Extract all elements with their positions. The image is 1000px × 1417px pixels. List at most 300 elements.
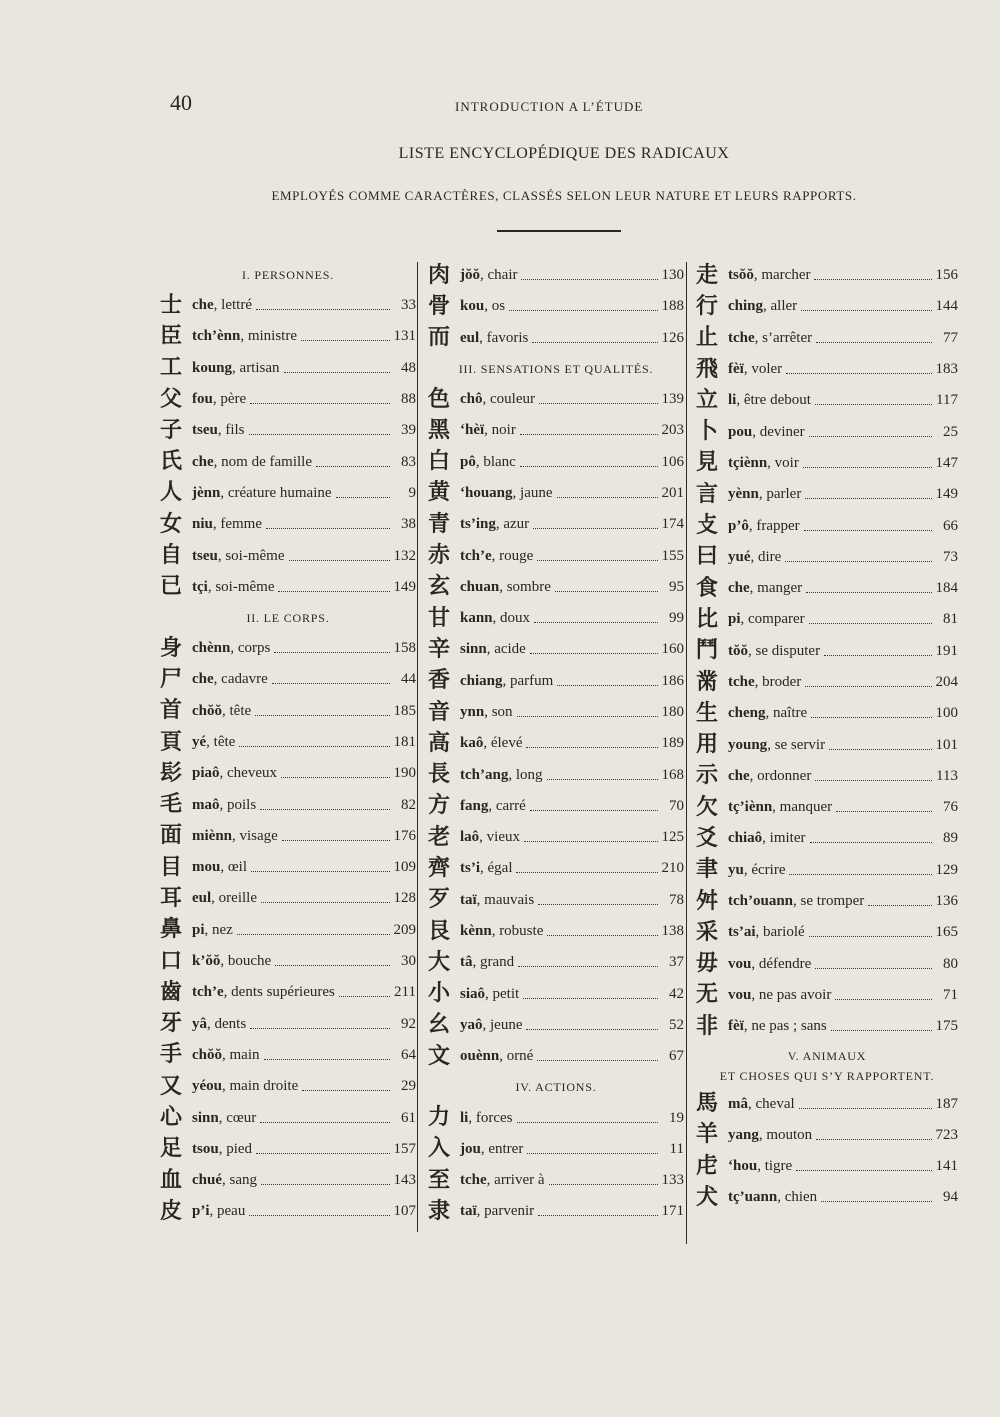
- dot-leader: [281, 777, 390, 778]
- separator: ,: [491, 547, 500, 564]
- radical-number: 183: [935, 361, 958, 378]
- dot-leader: [261, 1184, 390, 1185]
- romanization: taï: [460, 1203, 477, 1220]
- radical-entry: [160, 696, 416, 727]
- separator: ,: [211, 890, 219, 907]
- section-heading-text-line2: ET CHOSES QUI S’Y RAPPORTENT.: [719, 1069, 935, 1084]
- radical-entry: [428, 291, 684, 322]
- radical-character: 赤: [428, 543, 451, 569]
- radical-entry: [160, 572, 416, 603]
- radical-entry: [160, 478, 416, 509]
- radical-number: 107: [393, 1203, 416, 1220]
- radical-character: 至: [428, 1167, 451, 1193]
- romanization: che: [192, 671, 214, 688]
- radical-character: 口: [160, 948, 183, 974]
- separator: ,: [748, 1095, 756, 1112]
- radical-number: 42: [669, 985, 684, 1002]
- romanization: pô: [460, 453, 476, 470]
- separator: ,: [748, 517, 757, 534]
- radical-entry: [160, 1196, 416, 1227]
- french-gloss: os: [491, 298, 506, 315]
- dot-leader: [538, 904, 658, 905]
- romanization: taï: [460, 891, 477, 908]
- radical-character: 无: [696, 982, 719, 1008]
- radical-number: 190: [393, 765, 416, 782]
- radical-character: 力: [428, 1105, 451, 1131]
- french-gloss: manger: [757, 580, 803, 597]
- dot-leader: [266, 528, 390, 529]
- dot-leader: [533, 528, 657, 529]
- radical-number: 149: [393, 578, 416, 595]
- radical-number: 61: [401, 1109, 416, 1126]
- radical-character: 氏: [160, 449, 183, 475]
- dot-leader: [282, 840, 390, 841]
- radical-number: 109: [393, 859, 416, 876]
- romanization: tç’uann: [728, 1189, 778, 1206]
- radical-number: 106: [661, 453, 684, 470]
- radical-entry: [428, 1165, 684, 1196]
- radical-character: 臣: [160, 323, 183, 349]
- radical-entry: [160, 353, 416, 384]
- separator: ,: [749, 767, 758, 784]
- french-gloss: ordonner: [757, 767, 812, 784]
- french-gloss: poils: [227, 796, 257, 813]
- radical-number: 130: [661, 267, 684, 284]
- dot-leader: [251, 871, 389, 872]
- dot-leader: [789, 874, 931, 875]
- dot-leader: [274, 652, 389, 653]
- separator: ,: [765, 705, 773, 722]
- french-gloss: jeune: [490, 1016, 523, 1033]
- dot-leader: [255, 715, 389, 716]
- radical-character: 欠: [696, 794, 719, 820]
- radical-character: 聿: [696, 857, 719, 883]
- separator: ,: [753, 267, 762, 284]
- radical-character: 手: [160, 1042, 183, 1068]
- dot-leader: [524, 841, 658, 842]
- dot-leader: [555, 591, 658, 592]
- radical-entry: [428, 728, 684, 759]
- separator: ,: [213, 671, 222, 688]
- dot-leader: [517, 1122, 659, 1123]
- dot-leader: [803, 467, 932, 468]
- romanization: ynn: [460, 704, 485, 720]
- dot-leader: [547, 779, 658, 780]
- radical-entry: [696, 323, 958, 354]
- radical-number: 204: [935, 674, 958, 690]
- french-gloss: se tromper: [800, 893, 865, 910]
- radical-number: 99: [669, 610, 684, 627]
- radical-character: 爻: [696, 825, 719, 851]
- column-2: [428, 260, 684, 1228]
- radical-number: 187: [935, 1095, 958, 1112]
- romanization: tch’e: [460, 547, 492, 564]
- separator: ,: [754, 329, 763, 346]
- french-gloss: cadavre: [221, 671, 268, 688]
- romanization: jŏŏ: [460, 267, 480, 284]
- radical-number: 155: [661, 547, 684, 564]
- radical-character: 玄: [428, 574, 451, 600]
- radical-character: 首: [160, 698, 183, 724]
- radical-number: 29: [401, 1078, 416, 1095]
- french-gloss: long: [515, 766, 543, 783]
- section-heading: [160, 260, 416, 290]
- radical-character: 文: [428, 1043, 451, 1069]
- separator: ,: [468, 1109, 476, 1126]
- radical-entry: [160, 1071, 416, 1102]
- radical-entry: [160, 1040, 416, 1071]
- french-gloss: tigre: [764, 1158, 793, 1175]
- radical-character: 齒: [160, 979, 183, 1005]
- french-gloss: favoris: [486, 329, 529, 346]
- radical-character: 毋: [696, 951, 719, 977]
- radical-entry: [696, 698, 958, 729]
- romanization: chŏŏ: [192, 702, 222, 719]
- separator: ,: [740, 611, 749, 628]
- radical-character: 鼻: [160, 917, 183, 943]
- radical-number: 125: [661, 829, 684, 846]
- dot-leader: [516, 872, 657, 873]
- radical-character: 骨: [428, 293, 451, 319]
- radical-entry: [428, 822, 684, 853]
- romanization: che: [192, 453, 214, 470]
- radical-entry: [160, 852, 416, 883]
- radical-entry: [160, 664, 416, 695]
- separator: ,: [219, 796, 227, 813]
- separator: ,: [488, 797, 496, 814]
- french-gloss: chien: [784, 1189, 818, 1206]
- dot-leader: [537, 560, 657, 561]
- romanization: ouènn: [460, 1048, 500, 1065]
- column-1: [160, 260, 416, 1228]
- radical-number: 48: [401, 359, 416, 376]
- french-gloss: élevé: [490, 735, 523, 752]
- radical-character: 身: [160, 635, 183, 661]
- radical-entry: [160, 1134, 416, 1165]
- separator: ,: [480, 1140, 489, 1157]
- radical-character: 子: [160, 417, 183, 443]
- title-rule: [497, 230, 621, 232]
- radical-number: 33: [401, 297, 416, 314]
- radical-character: 黄: [428, 480, 451, 506]
- dot-leader: [796, 1170, 931, 1171]
- dot-leader: [239, 746, 389, 747]
- separator: ,: [767, 736, 775, 753]
- french-gloss: tête: [229, 702, 252, 719]
- dot-leader: [816, 342, 932, 343]
- french-gloss: azur: [503, 516, 530, 533]
- separator: ,: [755, 924, 763, 941]
- separator: ,: [218, 1140, 227, 1157]
- separator: ,: [222, 702, 230, 719]
- radical-character: 大: [428, 949, 451, 975]
- radical-character: 馬: [696, 1091, 719, 1117]
- radical-entry: [160, 1009, 416, 1040]
- romanization: tçiènn: [728, 454, 768, 471]
- radical-character: 毛: [160, 792, 183, 818]
- romanization: ‘houang: [460, 484, 513, 501]
- french-gloss: frapper: [756, 517, 800, 534]
- separator: ,: [484, 298, 492, 315]
- separator: ,: [222, 1078, 230, 1095]
- radical-character: 犬: [696, 1184, 719, 1210]
- romanization: tŏŏ: [728, 642, 748, 659]
- french-gloss: entrer: [488, 1140, 524, 1157]
- radical-character: 香: [428, 668, 451, 694]
- french-gloss: nom de famille: [221, 453, 312, 470]
- radical-character: 生: [696, 700, 719, 726]
- dot-leader: [523, 998, 658, 999]
- separator: ,: [751, 955, 759, 972]
- dot-leader: [557, 685, 657, 686]
- separator: ,: [222, 1046, 230, 1063]
- radical-number: 78: [669, 891, 684, 908]
- radical-number: 211: [394, 984, 416, 1001]
- separator: ,: [479, 329, 487, 346]
- french-gloss: cœur: [226, 1109, 257, 1126]
- french-gloss: père: [220, 391, 247, 408]
- radical-number: 141: [935, 1158, 958, 1175]
- separator: ,: [482, 1016, 490, 1033]
- radical-number: 149: [935, 486, 958, 503]
- dot-leader: [557, 497, 658, 498]
- radical-character: 用: [696, 732, 719, 758]
- french-gloss: deviner: [759, 423, 805, 440]
- radical-entry: [428, 446, 684, 477]
- french-gloss: femme: [220, 516, 263, 533]
- radical-entry: [696, 479, 958, 510]
- separator: ,: [223, 984, 232, 1001]
- romanization: ts’i: [460, 860, 480, 877]
- radical-character: 走: [696, 262, 719, 288]
- dot-leader: [278, 591, 389, 592]
- radical-number: 156: [935, 267, 958, 284]
- french-gloss: mauvais: [484, 891, 535, 908]
- separator: ,: [218, 1109, 227, 1126]
- separator: ,: [748, 642, 756, 659]
- french-gloss: s’arrêter: [762, 329, 813, 346]
- separator: ,: [480, 267, 488, 284]
- french-gloss: grand: [480, 954, 515, 971]
- separator: ,: [736, 392, 744, 409]
- dot-leader: [786, 373, 931, 374]
- radical-entry: [428, 415, 684, 446]
- radical-character: 老: [428, 824, 451, 850]
- radical-character: 卜: [696, 419, 719, 445]
- radical-entry: [696, 980, 958, 1011]
- radical-entry: [696, 448, 958, 479]
- separator: ,: [743, 361, 752, 378]
- radical-entry: [428, 1134, 684, 1165]
- radical-number: 158: [393, 640, 416, 657]
- romanization: mâ: [728, 1095, 748, 1112]
- dot-leader: [336, 497, 390, 498]
- radical-character: 小: [428, 981, 451, 1007]
- radical-entry: [428, 759, 684, 790]
- french-gloss: robuste: [499, 923, 544, 940]
- french-gloss: broder: [762, 674, 802, 690]
- radical-number: 165: [935, 924, 958, 941]
- french-gloss: chair: [487, 267, 518, 284]
- radical-number: 180: [661, 704, 684, 720]
- romanization: vou: [728, 986, 752, 1003]
- french-gloss: naître: [773, 705, 808, 722]
- romanization: tche: [728, 329, 755, 346]
- separator: ,: [758, 1126, 767, 1143]
- french-gloss: voir: [774, 454, 799, 471]
- radical-number: 189: [661, 735, 684, 752]
- radical-character: 黑: [428, 417, 451, 443]
- romanization: koung: [192, 359, 233, 376]
- radical-entry: [160, 321, 416, 352]
- radical-character: 甘: [428, 605, 451, 631]
- dot-leader: [539, 403, 658, 404]
- romanization: yué: [728, 548, 751, 565]
- radical-number: 80: [943, 955, 958, 972]
- radical-entry: [428, 260, 684, 291]
- french-gloss: peau: [217, 1203, 246, 1220]
- radical-number: 88: [401, 391, 416, 408]
- dot-leader: [289, 560, 390, 561]
- french-gloss: soi-même: [215, 578, 275, 595]
- separator: ,: [752, 423, 760, 440]
- romanization: jènn: [192, 484, 221, 501]
- separator: ,: [492, 610, 501, 627]
- radical-entry: [428, 979, 684, 1010]
- radical-entry: [428, 323, 684, 354]
- radical-number: 139: [661, 391, 684, 408]
- section-heading-text: IV. ACTIONS.: [515, 1080, 597, 1095]
- dot-leader: [547, 935, 657, 936]
- romanization: chiaô: [728, 830, 763, 847]
- radical-number: 82: [401, 796, 416, 813]
- radical-number: 66: [943, 517, 958, 534]
- radical-entry: [696, 855, 958, 886]
- radical-character: 非: [696, 1013, 719, 1039]
- dot-leader: [805, 686, 931, 687]
- dot-leader: [260, 1122, 390, 1123]
- radical-entry: [696, 260, 958, 291]
- radical-number: 723: [935, 1126, 958, 1143]
- radical-entry: [696, 385, 958, 416]
- dot-leader: [249, 1215, 389, 1216]
- dot-leader: [806, 592, 931, 593]
- separator: ,: [232, 827, 240, 844]
- dot-leader: [250, 1028, 390, 1029]
- romanization: chŏŏ: [192, 1046, 222, 1063]
- radical-number: 19: [669, 1109, 684, 1126]
- french-gloss: acide: [494, 641, 526, 658]
- dot-leader: [815, 404, 932, 405]
- radical-entry: [160, 1165, 416, 1196]
- dot-leader: [256, 1153, 389, 1154]
- radical-entry: [696, 604, 958, 635]
- dot-leader: [801, 310, 931, 311]
- dot-leader: [526, 747, 657, 748]
- dot-leader: [810, 842, 933, 843]
- separator: ,: [772, 799, 780, 816]
- radical-character: 攴: [696, 513, 719, 539]
- french-gloss: œil: [227, 859, 248, 876]
- romanization: ts’ing: [460, 516, 496, 533]
- radical-character: 鬥: [696, 638, 719, 664]
- separator: ,: [749, 580, 758, 597]
- radical-character: 耳: [160, 885, 183, 911]
- separator: ,: [212, 516, 221, 533]
- separator: ,: [758, 486, 767, 503]
- dot-leader: [260, 809, 390, 810]
- radical-character: 士: [160, 292, 183, 318]
- radical-entry: [160, 915, 416, 946]
- radical-character: 比: [696, 606, 719, 632]
- radical-number: 52: [669, 1016, 684, 1033]
- separator: ,: [757, 1158, 765, 1175]
- romanization: che: [192, 297, 214, 314]
- section-heading: [428, 1072, 684, 1102]
- romanization: kann: [460, 610, 493, 627]
- dot-leader: [237, 934, 390, 935]
- separator: ,: [217, 422, 226, 439]
- romanization: fou: [192, 391, 213, 408]
- french-gloss: fils: [225, 422, 245, 439]
- radical-character: 心: [160, 1105, 183, 1131]
- romanization: ‘hèï: [460, 422, 485, 439]
- french-gloss: défendre: [758, 955, 812, 972]
- radical-entry: [160, 290, 416, 321]
- radical-number: 101: [935, 736, 958, 753]
- french-gloss: sombre: [506, 578, 551, 595]
- romanization: tseu: [192, 547, 218, 564]
- radical-character: 足: [160, 1136, 183, 1162]
- french-gloss: marcher: [761, 267, 811, 284]
- romanization: chiang: [460, 672, 503, 689]
- radical-character: 皮: [160, 1198, 183, 1224]
- radical-entry: [696, 1120, 958, 1151]
- romanization: chué: [192, 1172, 222, 1189]
- dot-leader: [249, 434, 390, 435]
- romanization: tç’iènn: [728, 799, 773, 816]
- dot-leader: [518, 966, 658, 967]
- radical-number: 147: [935, 454, 958, 471]
- romanization: fèï: [728, 361, 744, 378]
- romanization: tch’e: [192, 984, 224, 1001]
- dot-leader: [264, 1059, 391, 1060]
- radical-number: 89: [943, 830, 958, 847]
- dot-leader: [517, 716, 658, 717]
- romanization: yéou: [192, 1078, 222, 1095]
- radical-entry: [160, 446, 416, 477]
- section-heading: [428, 354, 684, 384]
- radical-number: 83: [401, 453, 416, 470]
- radical-entry: [428, 947, 684, 978]
- radical-entry: [696, 729, 958, 760]
- french-gloss: vieux: [486, 829, 520, 846]
- radical-character: 方: [428, 793, 451, 819]
- separator: ,: [240, 328, 248, 345]
- romanization: yu: [728, 861, 744, 878]
- dot-leader: [534, 622, 658, 623]
- radical-entry: [428, 697, 684, 728]
- romanization: chô: [460, 391, 483, 408]
- radical-character: 頁: [160, 729, 183, 755]
- radical-entry: [160, 1102, 416, 1133]
- separator: ,: [220, 484, 228, 501]
- french-gloss: se disputer: [755, 642, 821, 659]
- french-gloss: manquer: [779, 799, 833, 816]
- separator: ,: [502, 672, 511, 689]
- romanization: jou: [460, 1140, 481, 1157]
- radical-entry: [428, 791, 684, 822]
